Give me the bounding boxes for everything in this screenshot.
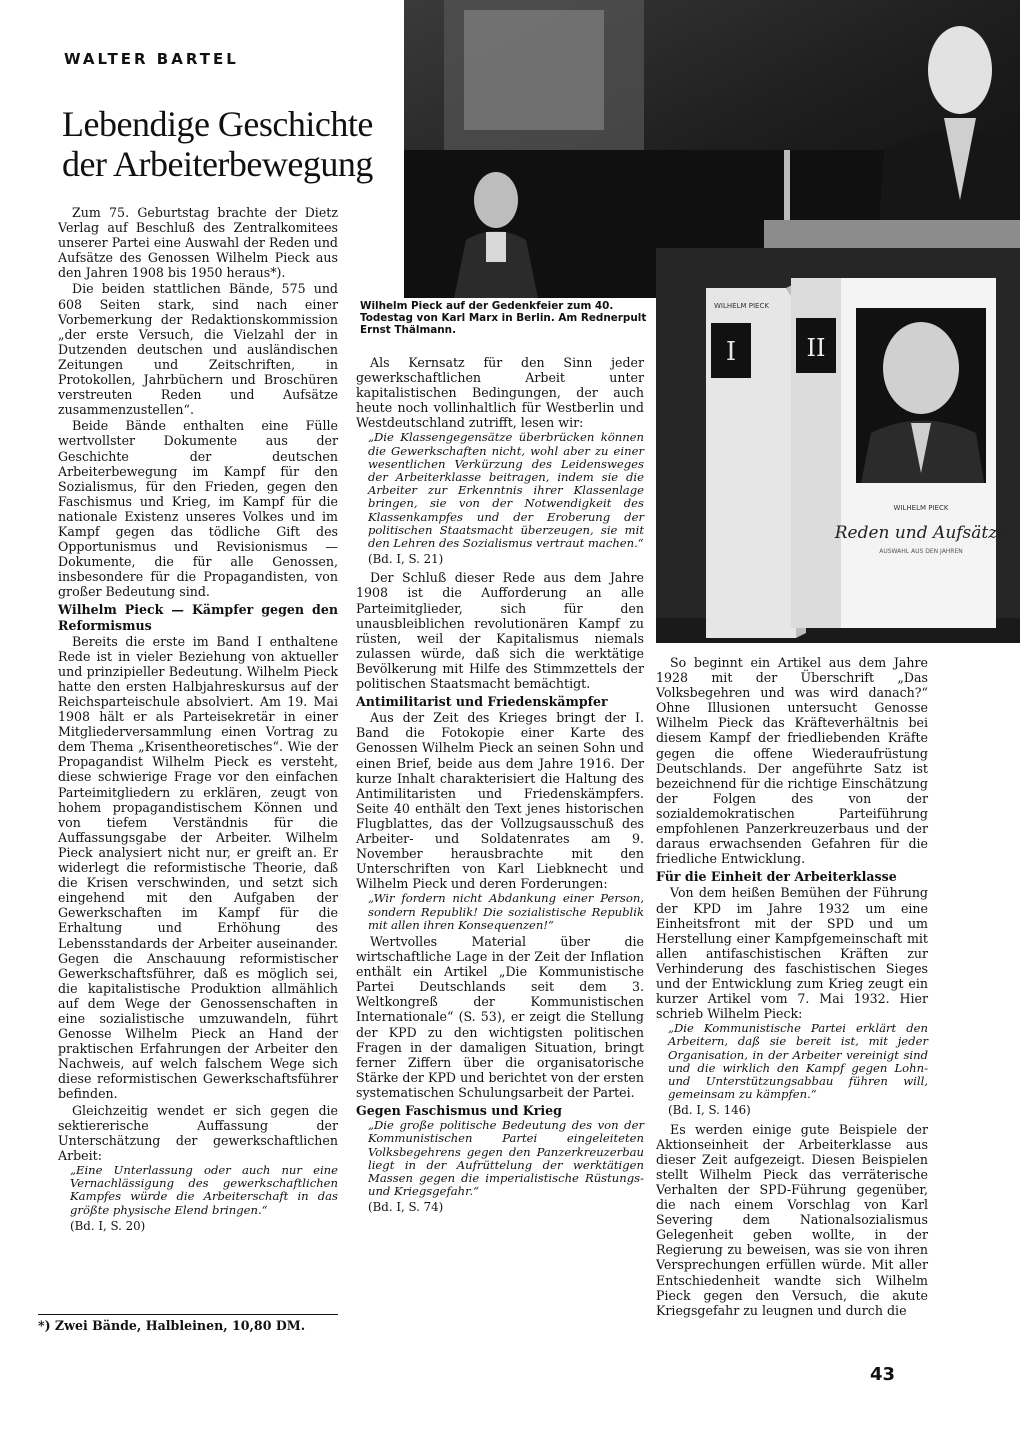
paragraph: Bereits die erste im Band I enthaltene Rede ist in vieler Beziehung von aktueller und prinzipieller Bedeutung. Wilhelm Pieck hatte den ersten Halbjahreskursus auf der Reichsparteischule absolviert. Am 19. Mai 1908 hält er als Parteisekretär in einer Mitgliederversammlung einen Vortrag zu dem Thema „Krisentheoretisches“. Wie der Propagandist Wilhelm Pieck es versteht, diese schwierige Frage vor den einfachen Parteimitgliedern zu erklären, zeugt von hohem propagandistischem Können und von tiefem Verständnis für die Auffassungsgabe der Arbeiter. Wilhelm Pieck analysiert nicht nur, er greift an. Er widerlegt die reformistische Theorie, daß die Krisen verschwinden, und setzt sich eingehend mit den Aufgaben der Gewerkschaften im Kampf für die Erhaltung und Erhöhung des Lebensstandards der Arbeiter auseinander. Gegen die Anschauung reformistischer Gewerkschaftsführer, daß es möglich sei, die kapitalistische Produktion allmählich auf dem Wege der Genossenschaften in eine sozialistische umzuwandeln, führt Genosse Wilhelm Pieck an Hand der praktischen Erfahrungen der Arbeiter den Nachweis, auf welch falschem Wege sich diese reformistischen Gewerkschaftsführer befinden. [58,633,338,1102]
column-2 [356,355,644,1218]
section-heading: Wilhelm Pieck — Kämpfer gegen den Reformismus [58,602,338,633]
photo-caption: Wilhelm Pieck auf der Gedenkfeier zum 40. Todestag von Karl Marx in Berlin. Am Rednerpult Ernst Thälmann. [360,300,647,337]
quotation: „Die große politische Bedeutung des von der Kommunistischen Partei eingeleiteten Volksbegehrens gegen den Panzerkreuzerbau liegt in der Aufrüttelung der werktätigen Massen gegen die imperialistische Rüstungs- und Kriegsgefahr.“ [368,1118,644,1199]
book-cover-author: WILHELM PIECK [893,504,949,512]
headline-line-2: der Arbeiterbewegung [62,144,373,184]
section-heading: Gegen Faschismus und Krieg [356,1103,562,1118]
book-cover-subtitle: AUSWAHL AUS DEN JAHREN [879,548,963,555]
quotation: „Wir fordern nicht Abdankung einer Person, sondern Republik! Die sozialistische Republik mit allen ihren Konsequenzen!“ [368,891,644,932]
paragraph: Wertvolles Material über die wirtschaftliche Lage in der Zeit der Inflation enthält ein Artikel „Die Kommunistische Partei Deutschlands seit dem 3. Weltkongreß der Kommunistischen Internationale“ (S. 53), er zeigt die Stellung der KPD zu den wichtigsten politischen Fragen in der damaligen Situation, bringt ferner Ziffern über die organisatorische Stärke der KPD und berichtet von der ersten systematischen Schulungsarbeit der Partei. [356,933,644,1100]
quotation-source: (Bd. I, S. 21) [368,552,444,567]
quotation-source: (Bd. I, S. 74) [368,1200,444,1215]
paragraph: Es werden einige gute Beispiele der Aktionseinheit der Arbeiterklasse aus dieser Zeit aufgezeigt. Diesen Beispielen stellt Wilhelm Pieck das verräterische Verhalten der SPD-Führung gegenüber, die nach einem Vorschlag von Karl Severing dem Nationalsozialismus Gelegenheit geben wollte, in der Regierung zu beweisen, was sie von ihren Versprechungen erfüllen würde. Mit aller Entschiedenheit wandte sich Wilhelm Pieck gegen den Versuch, die akute Kriegsgefahr zu leugnen und durch die [656,1121,928,1318]
books-photo-image [656,248,1020,643]
section-heading: Für die Einheit der Arbeiterklasse [656,869,897,885]
column-1 [58,205,338,1237]
books-photo [656,248,1020,643]
paragraph: Der Schluß dieser Rede aus dem Jahre 1908 ist die Aufforderung an alle Parteimitglieder, sich für den unausbleiblichen revolutionären Kampf zu rüsten, weil der Kapitalismus niemals zulassen würde, daß sich die werktätige Bevölkerung mit Hilfe des Stimmzettels der politischen Staatsmacht bemächtigt. [356,570,644,692]
page-number: 43 [870,1364,896,1385]
article-headline [62,104,412,184]
footnote: *) Zwei Bände, Halbleinen, 10,80 DM. [38,1318,306,1333]
paragraph: Beide Bände enthalten eine Fülle wertvollster Dokumente aus der Geschichte der deutschen Arbeiterbewegung im Kampf für den Sozialismus, für den Frieden, gegen den Faschismus und Krieg, im Kampf für die nationale Existenz unseres Volkes und im Kampf gegen das tödliche Gift des Opportunismus und Revisionismus — Dokumente, die für alle Genossen, insbesondere für die Propagandisten, von großer Bedeutung sind. [58,418,338,600]
section-heading: Antimilitarist und Friedenskämpfer [356,694,608,710]
footnote-divider [38,1314,338,1315]
book-cover-title: Reden und Aufsätze [834,523,1008,543]
book-vol1-name: WILHELM PIECK [714,302,769,310]
quotation: „Die Kommunistische Partei erklärt den Arbeitern, daß sie bereit ist, mit jeder Organisation, in der Arbeiter vereinigt sind und die wirklich den Kampf gegen Lohn- und Unterstützungsabbau führen will, gemeinsam zu kämpfen.“ [668,1021,928,1102]
headline-line-1: Lebendige Geschichte [62,104,373,144]
quotation-source: (Bd. I, S. 146) [668,1103,751,1118]
paragraph: Gleichzeitig wendet er sich gegen die sektiererische Auffassung der Unterschätzung der gewerkschaftlichen Arbeit: [58,1102,338,1163]
paragraph: Als Kernsatz für den Sinn jeder gewerkschaftlichen Arbeit unter kapitalistischen Bedingungen, der auch heute noch vollinhaltlich für Westberlin und Westdeutschland zutrifft, lesen wir: [356,355,644,431]
quotation-source: (Bd. I, S. 20) [70,1218,146,1233]
paragraph: Zum 75. Geburtstag brachte der Dietz Verlag auf Beschluß des Zentralkomitees unserer Partei eine Auswahl der Reden und Aufsätze des Genossen Wilhelm Pieck aus den Jahren 1908 bis 1950 heraus*). [58,205,338,281]
book-vol2-numeral: II [806,334,826,362]
paragraph: Aus der Zeit des Krieges bringt der I. Band die Fotokopie einer Karte des Genossen Wilhelm Pieck an seinen Sohn und einen Brief, beide aus dem Jahre 1916. Der kurze Inhalt charakterisiert die Haltung des Antimilitaristen und Friedenskämpfers. Seite 40 enthält den Text jenes historischen Flugblattes, das der Vollzugsausschuß des Arbeiter- und Soldatenrates am 9. November herausbrachte mit den Unterschriften von Karl Liebknecht und Wilhelm Pieck und deren Forderungen: [356,710,644,892]
paragraph: Von dem heißen Bemühen der Führung der KPD im Jahre 1932 um eine Einheitsfront mit der SPD und um Herstellung einer Kampfgemeinschaft mit allen antifaschistischen Kräften zur Verhinderung des faschistischen Sieges und der Entwicklung zum Krieg zeugt ein kurzer Artikel vom 7. Mai 1932. Hier schrieb Wilhelm Pieck: [656,885,928,1022]
author-name: WALTER BARTEL [64,50,239,68]
quotation: „Die Klassengegensätze überbrücken können die Gewerkschaften nicht, wohl aber zu einer wesentlichen Verkürzung des Leidensweges der Arbeiterklasse beitragen, indem sie die Arbeiter zur Erkenntnis ihrer Klassenlage bringen, sie von der Notwendigkeit des Klassenkampfes und der Eroberung der politischen Staatsmacht überzeugen, sie mit den Lehren des Sozialismus vertraut machen.“ [368,430,644,551]
paragraph: Die beiden stattlichen Bände, 575 und 608 Seiten stark, sind nach einer Vorbemerkung der Redaktionskommission „der erste Versuch, die Vielzahl der in Dutzenden deutschen und ausländischen Zeitungen und Zeitschriften, in Protokollen, Jahrbüchern und Broschüren verstreuten Reden und Aufsätze zusammenzustellen“. [58,281,338,418]
column-3 [656,655,928,1319]
book-vol1-numeral: I [725,337,737,367]
quotation: „Eine Unterlassung oder auch nur eine Vernachlässigung des gewerkschaftlichen Kampfes würde die Arbeiterschaft in das größte physische Elend bringen.“ [70,1162,338,1217]
paragraph: So beginnt ein Artikel aus dem Jahre 1928 mit der Überschrift „Das Volksbegehren und was wird danach?“ Ohne Illusionen untersucht Genosse Wilhelm Pieck das Kräfteverhältnis bei diesem Kampf der friedliebenden Kräfte gegen die offene Wiederaufrüstung Deutschlands. Der angeführte Satz ist bezeichnend für die richtige Einschätzung der Folgen des von der sozialdemokratischen Parteiführung empfohlenen Panzerkreuzerbaus und der daraus erwachsenden Gefahren für die friedliche Entwicklung. [656,655,928,867]
